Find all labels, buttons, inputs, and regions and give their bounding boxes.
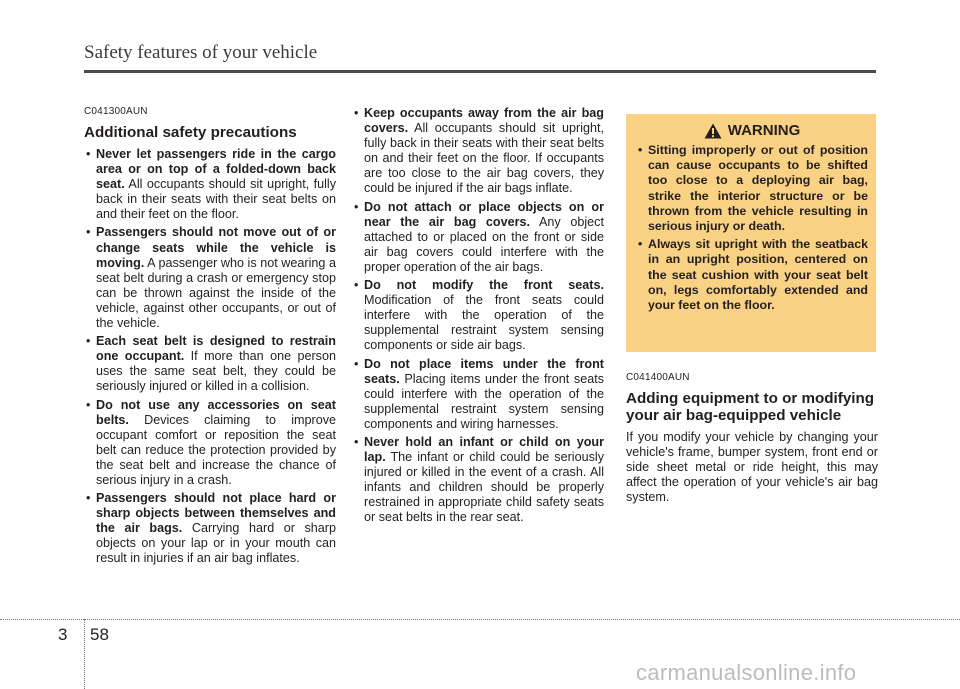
page-header-title: Safety features of your vehicle: [84, 42, 318, 63]
page-number: 58: [90, 625, 109, 644]
warning-header: [636, 122, 868, 139]
list-item: • Do not modify the front seats. Modification of the front seats could interfere with the operation of the supplemental restraint system sensing components or side air bags.: [354, 278, 604, 353]
section-heading: Additional safety precautions: [84, 124, 297, 141]
precautions-list: [84, 147, 336, 567]
precautions-list-continued: [352, 106, 604, 526]
section-body: If you modify your vehicle by changing your vehicle's frame, bumper system, front end or side sheet metal or ride height, this may affect the operation of your vehicle's air bag system.: [626, 430, 878, 505]
section-heading: Adding equipment to or modifying your air bag-equipped vehicle: [626, 390, 875, 424]
section-code: C041300AUN: [84, 106, 148, 117]
footer-divider: [84, 619, 85, 689]
footer-rule: [0, 619, 960, 620]
list-item: • Do not use any accessories on seat belts. Devices claiming to improve occupant comfort or reposition the seat belt can reduce the protection provided by the seat belt and increase the chance of serious injury in a crash.: [86, 397, 336, 487]
warning-triangle-icon: [704, 123, 722, 139]
header-rule: [84, 70, 876, 73]
list-item: • Passengers should not place hard or sharp objects between themselves and the air bags. Carrying hard or sharp objects on your lap or in your mouth can result in injuries if an air bag inflates.: [86, 491, 336, 566]
warning-title: WARNING: [727, 122, 801, 139]
column-left: [84, 106, 336, 570]
warning-box: [626, 114, 876, 352]
watermark: carmanualsonline.info: [636, 660, 857, 685]
list-item: • Each seat belt is designed to restrain one occupant. If more than one person uses the same seat belt, they could be seriously injured or killed in a collision.: [86, 334, 336, 394]
list-item: • Sitting improperly or out of position can cause occupants to be shifted too close to a deploying air bag, strike the interior structure or be thrown from the vehicle resulting in serious injury or death.: [638, 143, 868, 234]
list-item: • Do not attach or place objects on or near the air bag covers. Any object attached to or placed on the front or side air bag covers could interfere with the proper operation of the air bags.: [354, 199, 604, 274]
list-item: • Never let passengers ride in the cargo area or on top of a folded-down back seat. All occupants should sit upright, fully back in their seats with their seat belts on and their feet on the floor.: [86, 147, 336, 222]
list-item: • Always sit upright with the seatback in an upright position, centered on the seat cushion with your seat belt on, legs comfortably extended and your feet on the floor.: [638, 237, 868, 313]
warning-list: [636, 143, 868, 313]
section-equipment: [626, 372, 878, 505]
list-item: • Passengers should not move out of or change seats while the vehicle is moving. A passenger who is not wearing a seat belt during a crash or emergency stop can be thrown against the inside of the vehicle, against other occupants, or out of the vehicle.: [86, 225, 336, 331]
chapter-number: 3: [58, 625, 68, 644]
list-item: • Keep occupants away from the air bag covers. All occupants should sit upright, fully back in their seats with their seat belts on and their feet on the floor. If occupants are too close to the air bag covers, they could be injured if the air bags inflate.: [354, 106, 604, 196]
list-item: • Never hold an infant or child on your lap. The infant or child could be seriously injured or killed in the event of a crash. All infants and children should be properly restrained in appropriate child safety seats or seat belts in the rear seat.: [354, 434, 604, 525]
column-middle: [352, 106, 604, 529]
section-code: C041400AUN: [626, 372, 690, 383]
list-item: • Do not place items under the front seats. Placing items under the front seats could interfere with the operation of the supplemental restraint system sensing components and wiring harnesses.: [354, 356, 604, 431]
